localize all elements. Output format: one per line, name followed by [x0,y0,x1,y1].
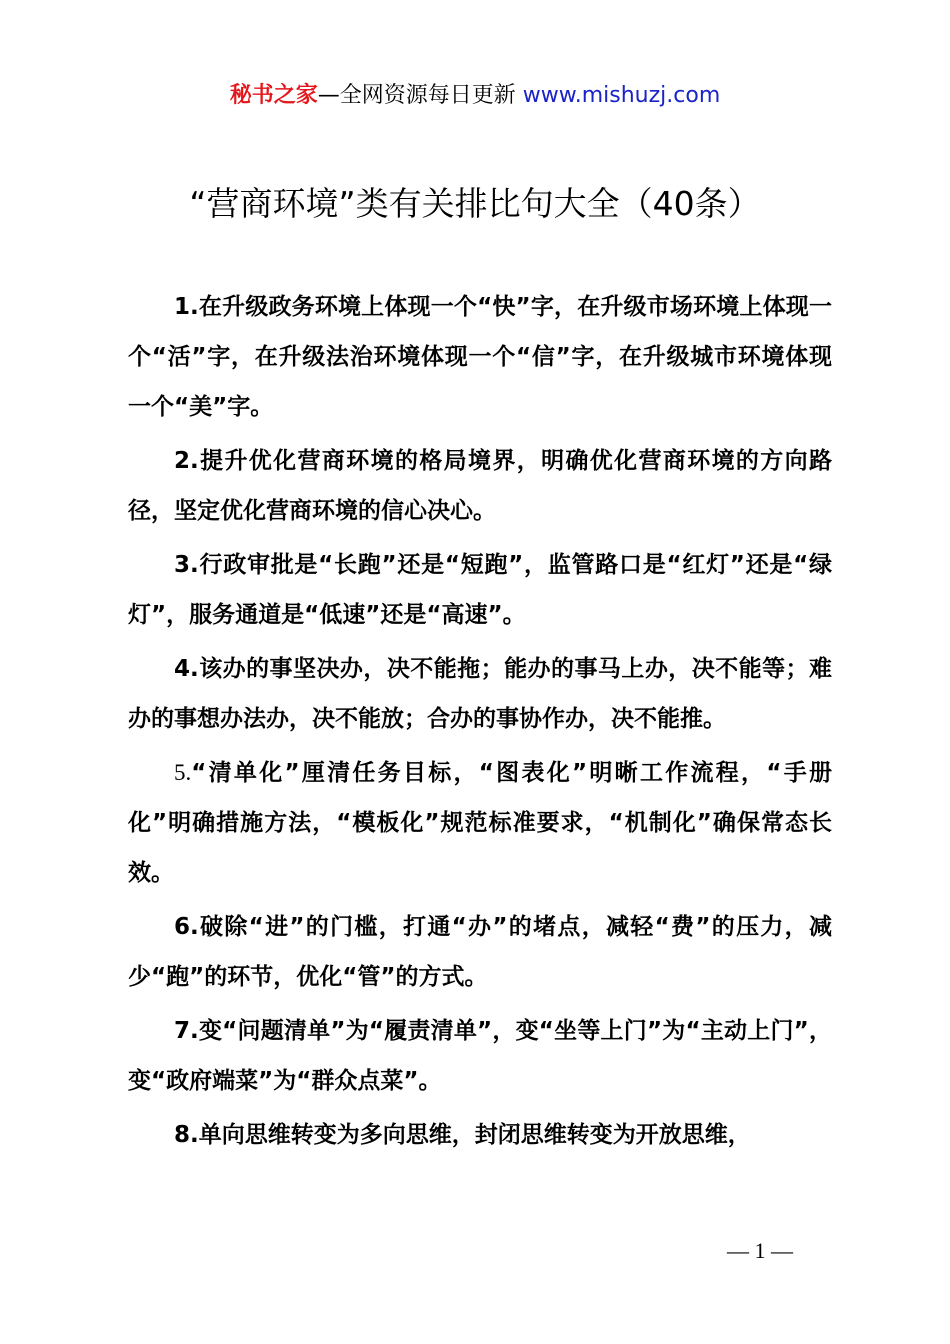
paragraph-8: 8.单向思维转变为多向思维，封闭思维转变为开放思维， [174,1122,751,1148]
paragraph-1: 1.在升级政务环境上体现一个“快”字，在升级市场环境上体现一个“活”字，在升级法治环境体现一个“信”字，在升级城市环境体现一个“美”字。 [128,294,832,420]
paragraph-5-number: 5. [174,760,192,785]
page-number: — 1 — [727,1238,793,1263]
site-header [0,80,950,112]
paragraph-2: 2.提升优化营商环境的格局境界，明确优化营商环境的方向路径，坚定优化营商环境的信心决心。 [128,448,832,524]
brand-name: 秘书之家 [229,83,318,108]
paragraph-4: 4.该办的事坚决办，决不能拖；能办的事马上办，决不能等；难办的事想办法办，决不能放；合办的事协作办，决不能推。 [128,656,832,732]
paragraph-6: 6.破除“进”的门槛，打通“办”的堵点，减轻“费”的压力，减少“跑”的环节，优化“管”的方式。 [128,914,832,990]
document-title: “营商环境”类有关排比句大全（40条） [189,184,761,223]
header-slogan: —全网资源每日更新 [317,83,516,108]
paragraph-5 [128,748,832,898]
paragraph-3: 3.行政审批是“长跑”还是“短跑”，监管路口是“红灯”还是“绿灯”，服务通道是“低速”还是“高速”。 [128,552,832,628]
site-url-link[interactable]: www.mishuzj.com [522,83,721,108]
document-body [128,282,832,1164]
paragraph-5-text: “清单化”厘清任务目标，“图表化”明晰工作流程，“手册化”明确措施方法，“模板化”规范标准要求，“机制化”确保常态长效。 [128,760,832,886]
paragraph-7: 7.变“问题清单”为“履责清单”，变“坐等上门”为“主动上门”，变“政府端菜”为“群众点菜”。 [128,1018,832,1094]
